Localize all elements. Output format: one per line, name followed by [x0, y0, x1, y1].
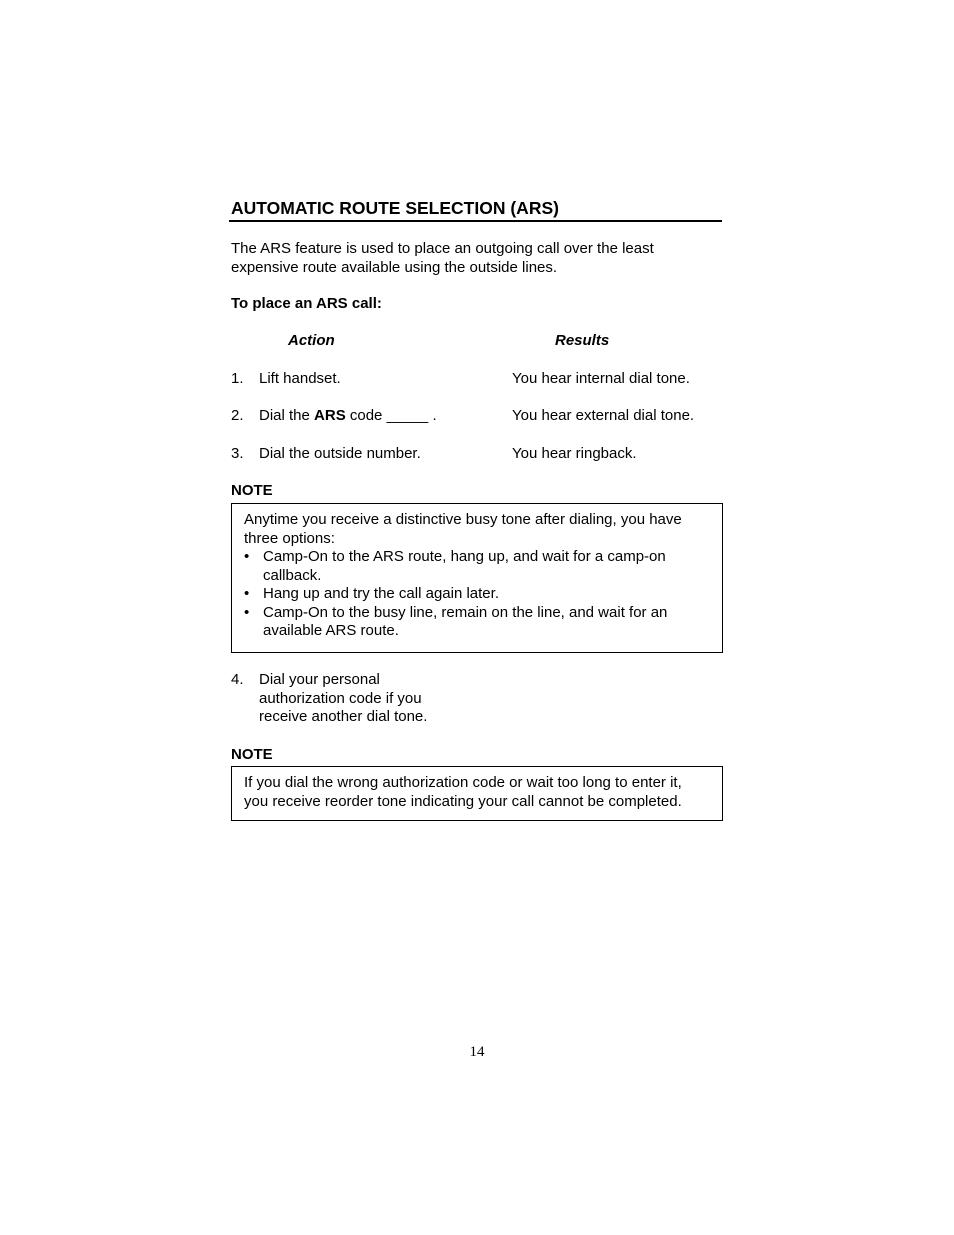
procedure-heading: To place an ARS call:: [231, 295, 382, 312]
action-column-header: Action: [288, 332, 335, 349]
intro-paragraph: The ARS feature is used to place an outgoing call over the least expensive route available using the outside lines.: [231, 240, 654, 276]
page-number: 14: [469, 1044, 485, 1060]
step-number: 1.: [231, 370, 244, 387]
title-underline: [229, 220, 722, 222]
note-label: NOTE: [231, 482, 273, 499]
step-result: You hear ringback.: [512, 445, 637, 462]
step-action-line: Dial your personal: [259, 671, 380, 688]
list-item-text: Camp-On to the ARS route, hang up, and wait for a camp-on callback.: [263, 548, 666, 584]
step-number: 2.: [231, 407, 244, 424]
step-action: Lift handset.: [259, 370, 341, 387]
step-action-line: receive another dial tone.: [259, 708, 428, 725]
bullet-icon: •: [244, 603, 250, 621]
note-label: NOTE: [231, 746, 273, 763]
step-action: [259, 407, 437, 424]
step-number: 4.: [231, 671, 244, 688]
note-intro: Anytime you receive a distinctive busy tone after dialing, you have three options:: [244, 511, 682, 547]
step-action: [259, 671, 427, 727]
section-title: AUTOMATIC ROUTE SELECTION (ARS): [231, 198, 559, 218]
results-column-header: Results: [555, 332, 610, 349]
note-box: [231, 766, 723, 821]
bullet-icon: •: [244, 585, 250, 602]
step-action-text: code _____ .: [345, 407, 437, 424]
step-number: 3.: [231, 445, 244, 462]
list-item-text: Camp-On to the busy line, remain on the line, and wait for an available ARS route.: [263, 603, 668, 639]
note-box: [231, 503, 723, 653]
options-list: [244, 548, 710, 641]
step-action-line: authorization code if you: [259, 689, 422, 707]
step-action-text: Dial the: [259, 407, 315, 424]
step-result: You hear internal dial tone.: [512, 370, 690, 387]
note-text: If you dial the wrong authorization code or wait too long to enter it, you receive reorder tone indicating your call cannot be completed.: [244, 774, 682, 810]
step-action: Dial the outside number.: [259, 445, 421, 462]
ars-code-label: ARS: [314, 407, 346, 424]
list-item: [244, 604, 710, 641]
step-result: You hear external dial tone.: [512, 407, 695, 424]
list-item-text: Hang up and try the call again later.: [263, 585, 499, 602]
bullet-icon: •: [244, 548, 250, 565]
list-item: [244, 548, 710, 585]
list-item: [244, 585, 710, 604]
